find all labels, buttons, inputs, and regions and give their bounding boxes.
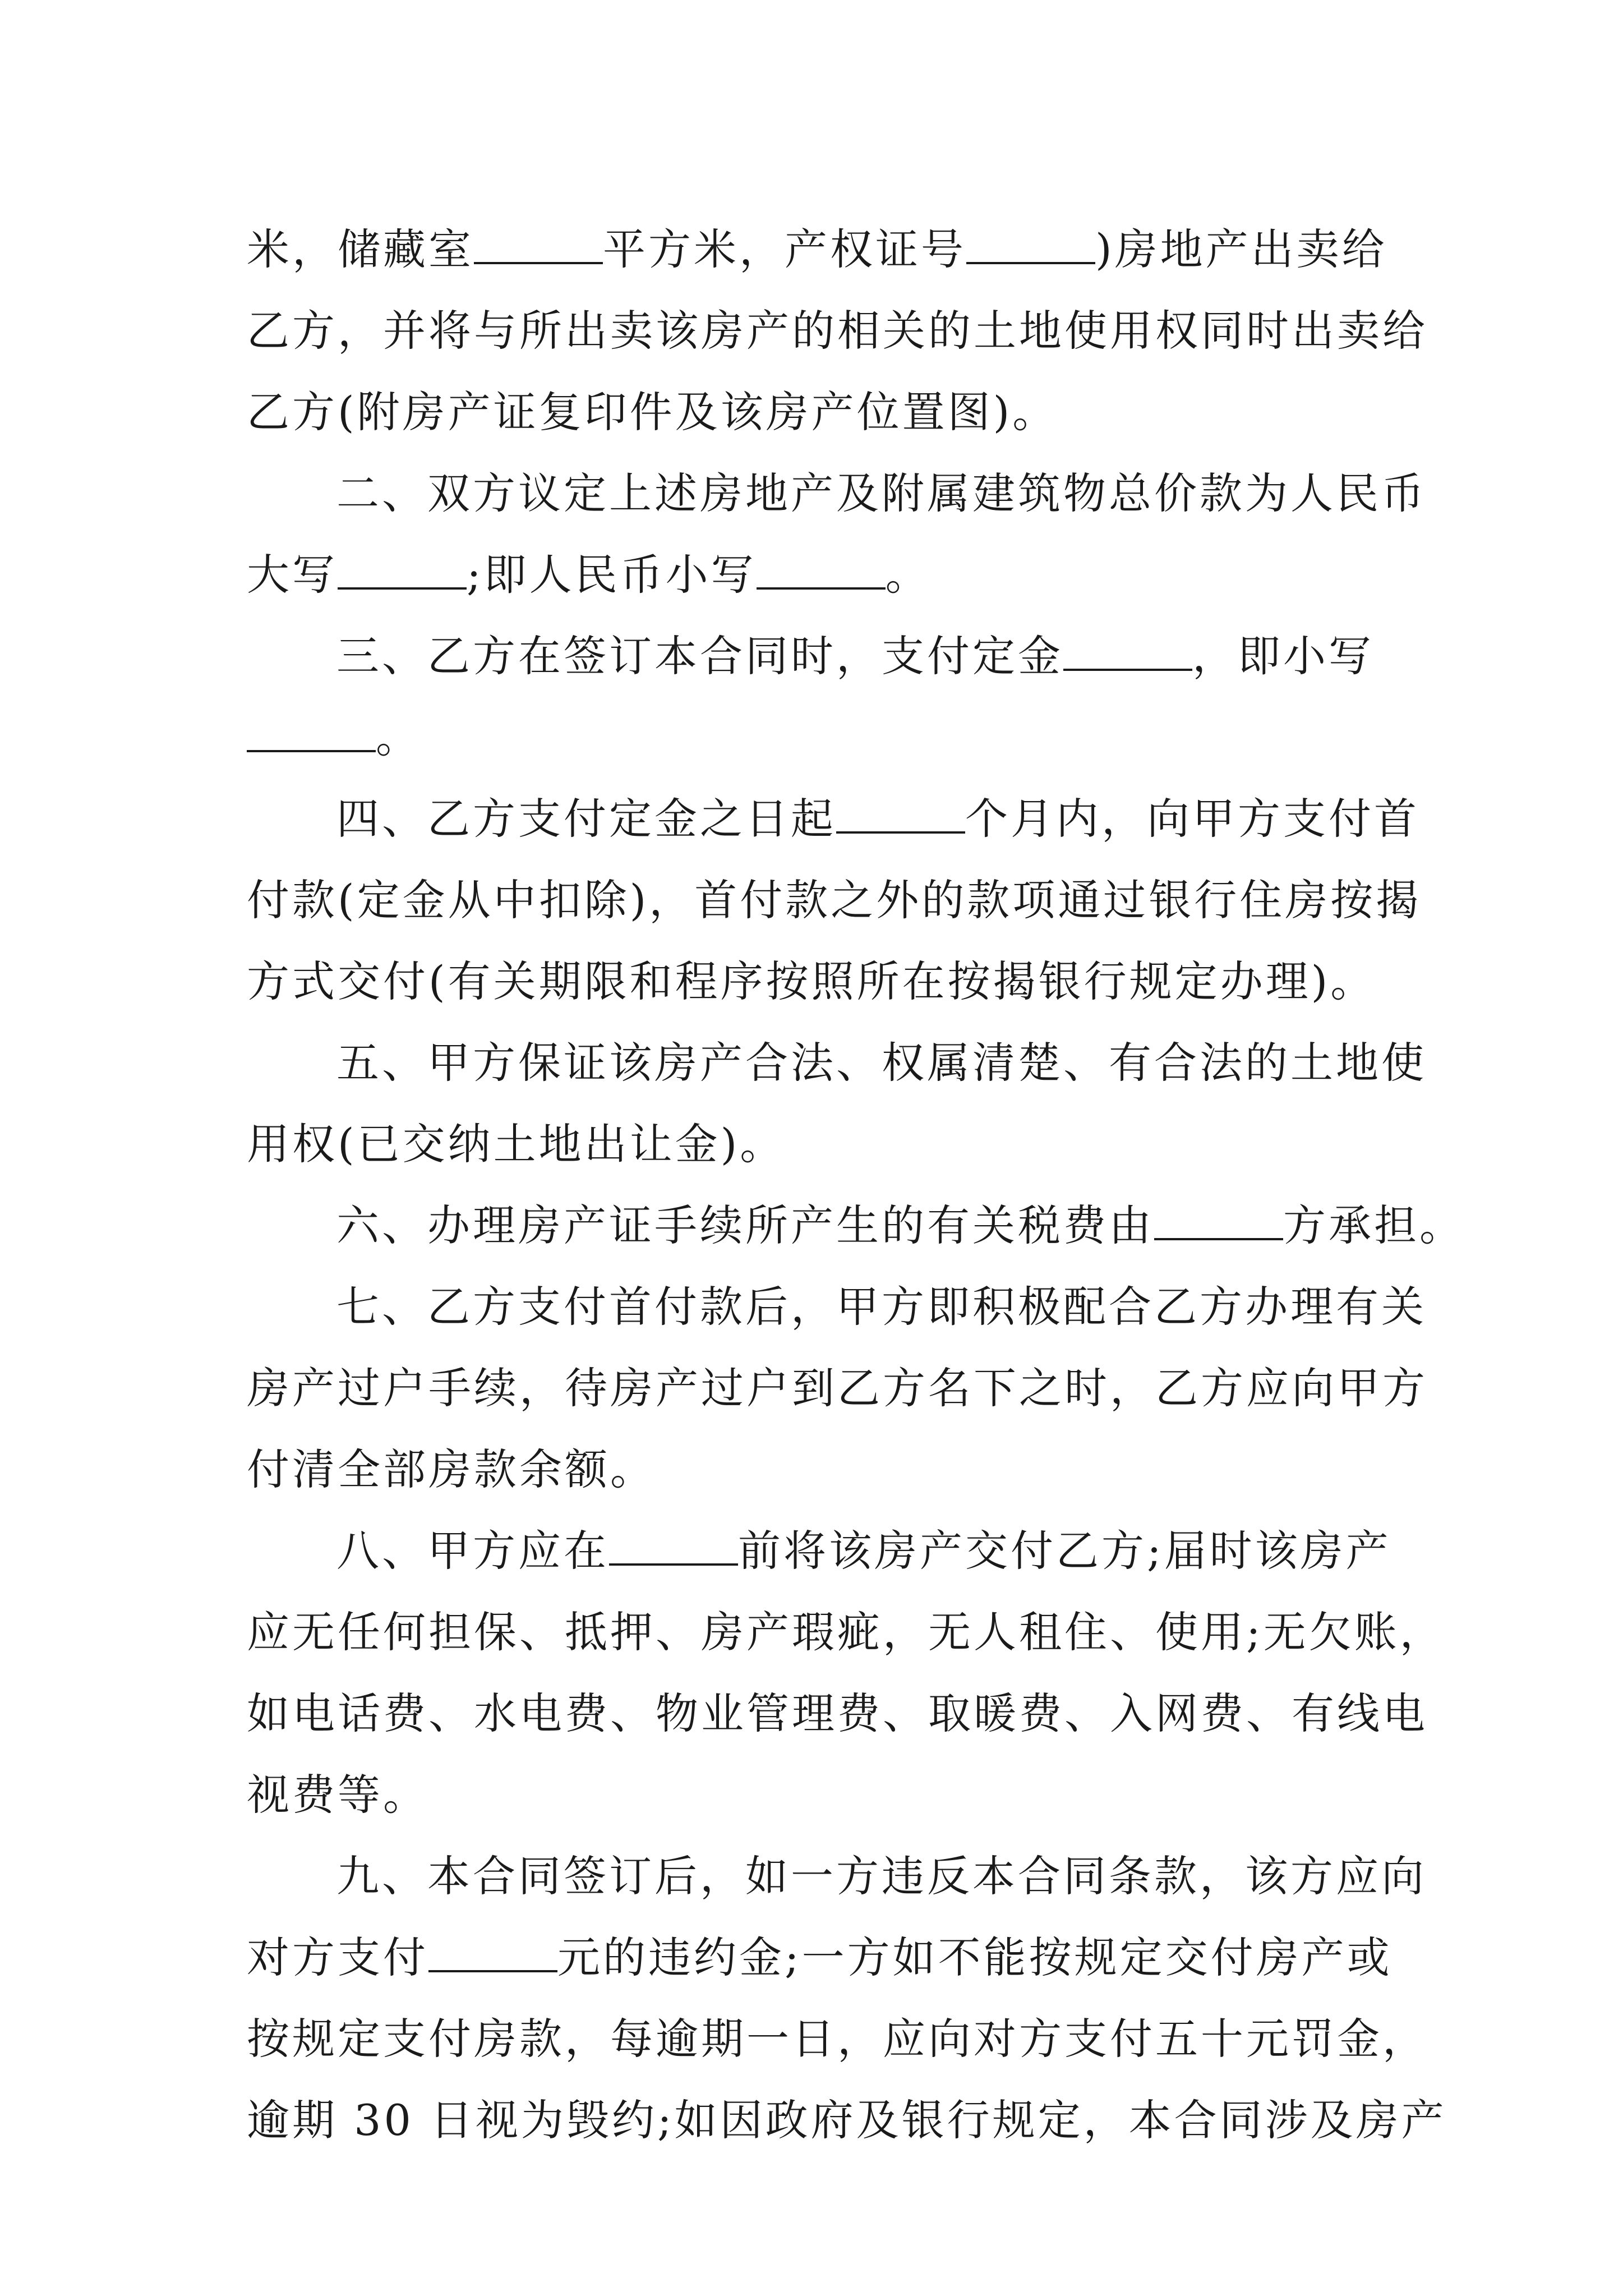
text-line: 乙方，并将与所出卖该房产的相关的土地使用权同时出卖给 [247, 306, 1428, 356]
text-line: 米，储藏室 平方米，产权证号 )房地产出卖给 [247, 224, 1387, 274]
fill-in-blank[interactable] [338, 554, 467, 590]
clause-6-start: 六、办理房产证手续所产生的有关税费由 方承担。 [336, 1200, 1465, 1250]
text-line: 对方支付 元的违约金;一方如不能按规定交付房产或 [247, 1932, 1393, 1982]
fill-in-blank[interactable] [1063, 635, 1192, 671]
fill-in-blank[interactable] [836, 798, 965, 834]
clause-8-start: 八、甲方应在 前将该房产交付乙方;届时该房产 [336, 1526, 1391, 1576]
text-line: 如电话费、水电费、物业管理费、取暖费、入网费、有线电 [247, 1688, 1428, 1738]
text-line: 乙方(附房产证复印件及该房产位置图)。 [247, 387, 1058, 437]
fill-in-blank[interactable] [609, 1530, 738, 1566]
text-line: 视费等。 [247, 1770, 428, 1820]
text-line: 应无任何担保、抵押、房产瑕疵，无人租住、使用;无欠账， [247, 1607, 1445, 1657]
text-line: 付款(定金从中扣除)，首付款之外的款项通过银行住房按揭 [247, 875, 1422, 925]
fill-in-blank[interactable] [247, 716, 376, 752]
text-line: 逾期 30 日视为毁约;如因政府及银行规定，本合同涉及房产 [247, 2095, 1447, 2145]
contract-body [247, 209, 1465, 2161]
fill-in-blank[interactable] [966, 228, 1095, 264]
text-line: 方式交付(有关期限和程序按照所在按揭银行规定办理)。 [247, 956, 1376, 1006]
clause-9-start: 九、本合同签订后，如一方违反本合同条款，该方应向 [336, 1851, 1427, 1901]
text-line: 付清全部房款余额。 [247, 1444, 656, 1494]
fill-in-blank[interactable] [1154, 1204, 1283, 1240]
text-line: 。 [247, 697, 1382, 778]
fill-in-blank[interactable] [474, 228, 603, 264]
text-line: 大写 ;即人民币小写 。 [247, 550, 931, 600]
clause-7-start: 七、乙方支付首付款后，甲方即积极配合乙方办理有关 [336, 1282, 1427, 1332]
clause-2-start: 二、双方议定上述房地产及附属建筑物总价款为人民币 [336, 468, 1427, 518]
clause-5-start: 五、甲方保证该房产合法、权属清楚、有合法的土地使 [336, 1038, 1427, 1088]
text-line: 按规定支付房款，每逾期一日，应向对方支付五十元罚金， [247, 2014, 1428, 2064]
text-line: 房产过户手续，待房产过户到乙方名下之时，乙方应向甲方 [247, 1363, 1428, 1413]
fill-in-blank[interactable] [428, 1936, 557, 1972]
clause-3-start: 三、乙方在签订本合同时，支付定金 ，即小写 [336, 631, 1374, 681]
text-line: 用权(已交纳土地出让金)。 [247, 1119, 786, 1169]
clause-4-start: 四、乙方支付定金之日起 个月内，向甲方支付首 [336, 794, 1419, 844]
fill-in-blank[interactable] [757, 554, 886, 590]
